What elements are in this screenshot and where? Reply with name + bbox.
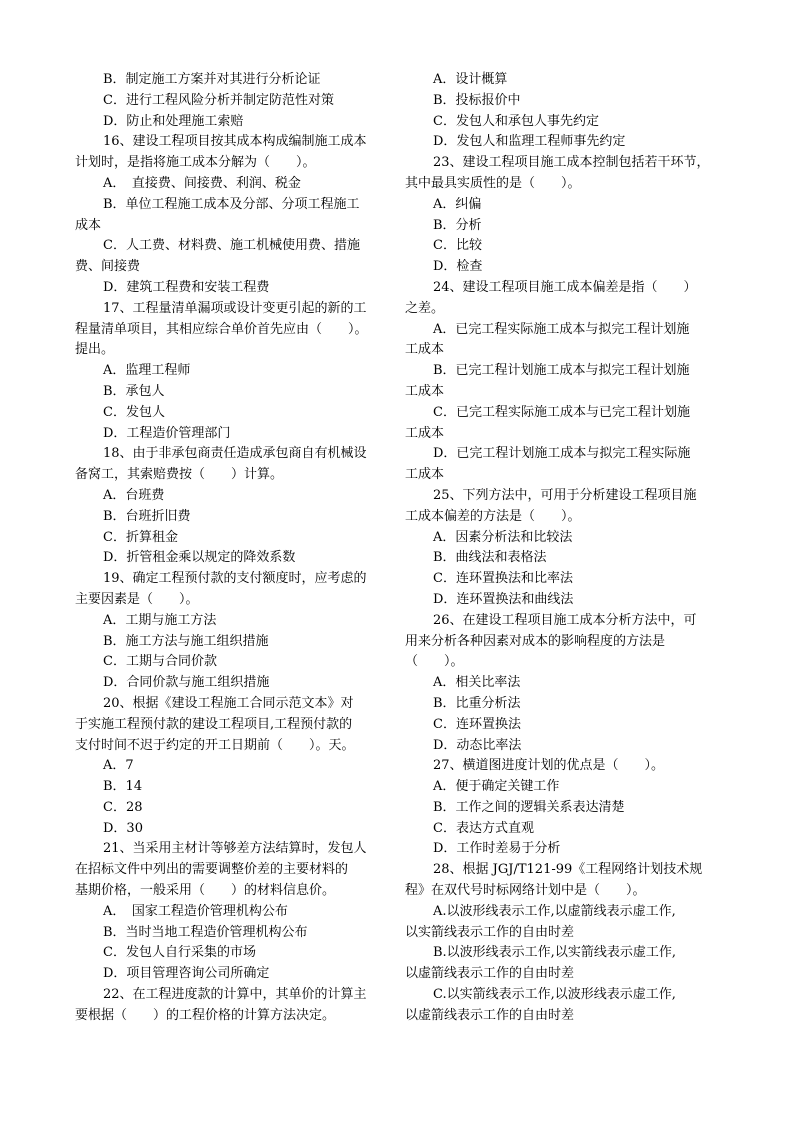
text-line: D．已完工程计划施工成本与拟完工程实际施 — [433, 446, 691, 462]
text-line: 以实箭线表示工作的自由时差 — [405, 924, 575, 940]
text-line: 要根据（ ）的工程价格的计算方法决定。 — [75, 1007, 336, 1023]
text-line: C．发包人 — [103, 404, 165, 420]
text-line: 25、下列方法中，可用于分析建设工程项目施 — [433, 487, 697, 503]
text-line: B．投标报价中 — [433, 92, 521, 108]
text-line: B．制定施工方案并对其进行分析论证 — [103, 72, 321, 87]
text-line: C．发包人自行采集的市场 — [103, 945, 256, 961]
text-line: B．工作之间的逻辑关系表达清楚 — [433, 799, 625, 815]
text-line: 24、建设工程项目施工成本偏差是指（ ） — [433, 279, 697, 295]
text-line: 计划时，是指将施工成本分解为（ ）。 — [75, 155, 316, 171]
text-line: C.以实箭线表示工作,以波形线表示虚工作, — [433, 987, 676, 1003]
text-line: 在招标文件中列出的需要调整价差的主要材料的 — [75, 862, 349, 878]
text-line: C．连环置换法和比率法 — [433, 571, 573, 587]
text-line: A．设计概算 — [433, 72, 508, 87]
text-line: 17、工程量清单漏项或设计变更引起的新的工 — [103, 300, 367, 316]
text-line: 基期价格，一般采用（ ）的材料信息价。 — [75, 883, 336, 899]
text-line: 26、在建设工程项目施工成本分析方法中，可 — [433, 612, 697, 628]
text-line: C．进行工程风险分析并制定防范性对策 — [103, 92, 334, 108]
text-line: 23、建设工程项目施工成本控制包括若干环节， — [433, 155, 710, 171]
text-line: 以虚箭线表示工作的自由时差 — [405, 1007, 575, 1023]
text-line: A．台班费 — [103, 487, 165, 503]
text-line: D．防止和处理施工索赔 — [103, 113, 244, 129]
text-line: A.以波形线表示工作,以虚箭线表示虚工作, — [433, 903, 676, 919]
text-line: 以虚箭线表示工作的自由时差 — [405, 966, 575, 982]
text-line: D．合同价款与施工组织措施 — [103, 675, 270, 691]
text-line: 支付时间不迟于约定的开工日期前（ ）。天。 — [75, 737, 355, 753]
text-line: D．发包人和监理工程师事先约定 — [433, 134, 626, 150]
text-line: A．纠偏 — [433, 196, 482, 212]
text-line: 其中最具实质性的是（ ）。 — [405, 175, 581, 191]
text-line: B.以波形线表示工作,以实箭线表示虚工作, — [433, 945, 676, 961]
text-line: 工成本 — [405, 342, 445, 358]
text-line: A．监理工程师 — [103, 363, 191, 379]
text-line: A． 直接费、间接费、利润、税金 — [103, 175, 301, 191]
text-line: C．发包人和承包人事先约定 — [433, 113, 599, 129]
text-line: B．分析 — [433, 217, 482, 233]
text-line: D．建筑工程费和安装工程费 — [103, 279, 270, 295]
right-column — [405, 70, 715, 1027]
text-line: C．连环置换法 — [433, 716, 521, 732]
text-line: 21、当采用主材计等够差方法结算时，发包人 — [103, 841, 367, 857]
text-line: C．比较 — [433, 238, 482, 254]
text-line: 工成本 — [405, 383, 445, 399]
text-line: 于实施工程预付款的建设工程项目,工程预付款的 — [75, 716, 353, 732]
text-line: A．已完工程实际施工成本与拟完工程计划施 — [433, 321, 690, 337]
text-line: 28、根据 JGJ/T121-99《工程网络计划技术规 — [433, 862, 703, 878]
text-line: B．台班折旧费 — [103, 508, 191, 524]
text-line: B．施工方法与施工组织措施 — [103, 633, 269, 649]
text-line: 提出。 — [75, 342, 115, 358]
text-line: A．便于确定关键工作 — [433, 779, 560, 795]
text-line: （ ）。 — [405, 654, 464, 670]
left-column — [75, 70, 380, 1027]
text-line: 16、建设工程项目按其成本构成编制施工成本 — [103, 134, 367, 150]
text-line: 工成本 — [405, 467, 445, 483]
text-line: D．项目管理咨询公司所确定 — [103, 966, 270, 982]
text-line: 程》在双代号时标网络计划中是（ ）。 — [405, 883, 646, 899]
text-line: 程量清单项目，其相应综合单价首先应由（ ）。 — [75, 321, 368, 337]
text-line: D．工作时差易于分析 — [433, 841, 561, 857]
text-line: C．28 — [103, 799, 143, 815]
text-line: 备窝工，其索赔费按（ ）计算。 — [75, 467, 284, 483]
text-line: 22、在工程进度款的计算中，其单价的计算主 — [103, 987, 367, 1003]
text-line: D．动态比率法 — [433, 737, 522, 753]
text-line: 工成本 — [405, 425, 445, 441]
text-line: A．工期与施工方法 — [103, 612, 217, 628]
text-line: B．承包人 — [103, 383, 165, 399]
text-line: A．相关比率法 — [433, 675, 521, 691]
text-line: B．比重分析法 — [433, 695, 521, 711]
text-line: 成本 — [75, 217, 102, 233]
text-line: B．已完工程计划施工成本与拟完工程计划施 — [433, 363, 690, 379]
text-line: 20、根据《建设工程施工合同示范文本》对 — [103, 695, 354, 711]
text-line: C．人工费、材料费、施工机械使用费、措施 — [103, 238, 360, 254]
text-line: 主要因素是（ ）。 — [75, 591, 199, 607]
text-line: A． 国家工程造价管理机构公布 — [103, 903, 288, 919]
text-line: B．14 — [103, 779, 143, 795]
text-line: C．工期与合同价款 — [103, 654, 217, 670]
text-line: 用来分析各种因素对成本的影响程度的方法是 — [405, 633, 666, 649]
text-line: D．工程造价管理部门 — [103, 425, 231, 441]
text-line: D．30 — [103, 820, 143, 836]
text-line: B．当时当地工程造价管理机构公布 — [103, 924, 308, 940]
text-line: A．7 — [103, 758, 134, 774]
text-line: C．已完工程实际施工成本与已完工程计划施 — [433, 404, 690, 420]
text-line: 工成本偏差的方法是（ ）。 — [405, 508, 581, 524]
text-line: D．连环置换法和曲线法 — [433, 591, 574, 607]
text-line: D．折管租金乘以规定的降效系数 — [103, 550, 296, 566]
text-line: B．单位工程施工成本及分部、分项工程施工 — [103, 196, 360, 212]
text-line: 27、横道图进度计划的优点是（ ）。 — [433, 758, 665, 774]
text-line: 费、间接费 — [75, 259, 141, 275]
text-line: C．折算租金 — [103, 529, 178, 545]
text-line: 之差。 — [405, 300, 445, 316]
text-line: 18、由于非承包商责任造成承包商自有机械设 — [103, 446, 367, 462]
text-line: B．曲线法和表格法 — [433, 550, 547, 566]
text-line: A．因素分析法和比较法 — [433, 529, 573, 545]
text-line: 19、确定工程预付款的支付额度时，应考虑的 — [103, 571, 367, 587]
text-line: D．检查 — [433, 259, 483, 275]
text-line: C．表达方式直观 — [433, 820, 534, 836]
